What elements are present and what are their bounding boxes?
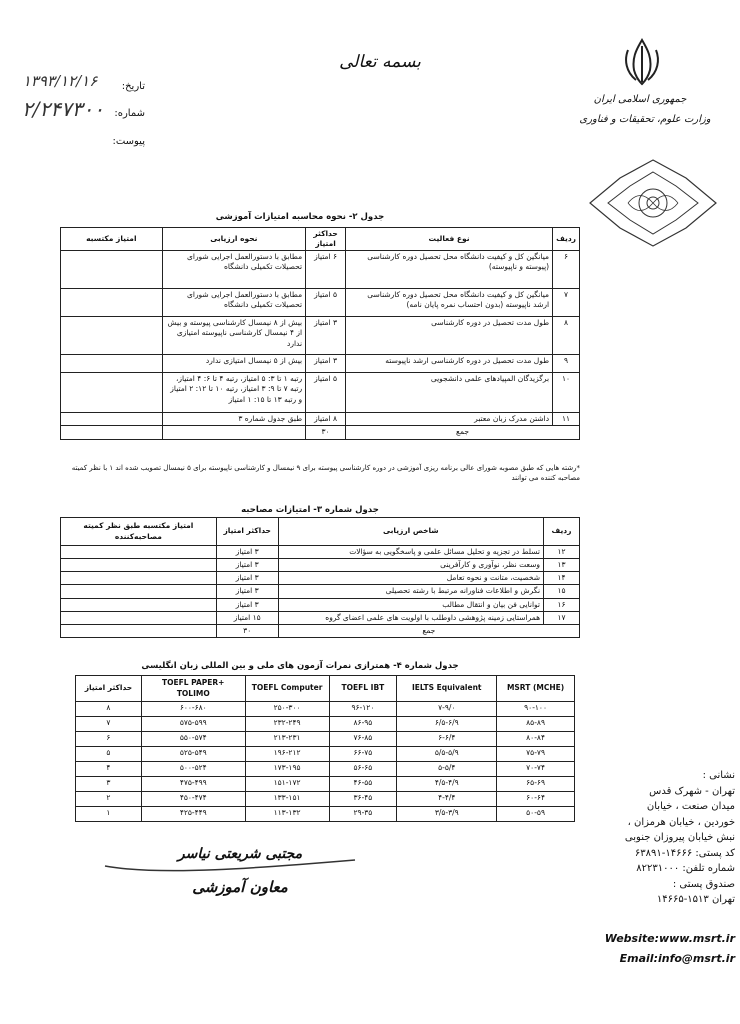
signature-title: معاون آموزشی: [192, 878, 288, 896]
org-line1: جمهوری اسلامی ایران: [593, 94, 687, 105]
table2-header-cell: نحوه ارزیابی: [162, 228, 305, 251]
table-row: [76, 762, 575, 777]
table2-footnote: *رشته هایی که طبق مصوبه شورای عالی برنامه ریزی آموزشی در دوره کارشناسی پیوسته برای ۹ نیمسال و کارشناسی ناپیوسته برای ۵ نیمسال تصویب شده اند ۱ با نظر کمیته مصاحبه کننده می توانند: [71, 464, 580, 482]
cell: ۸۵-۸۹: [497, 717, 575, 732]
table-row: [61, 559, 580, 572]
row-number: ۱۲: [544, 546, 580, 559]
table4-header-cell: TOEFL IBT: [329, 676, 397, 702]
signature-stroke-icon: [100, 848, 360, 878]
cell: ۷۰-۷۴: [497, 762, 575, 777]
criterion-cell: نگرش و اطلاعات فناورانه مرتبط با رشته تحصیلی: [278, 585, 543, 598]
cell: ۶/۵-۶/۹: [397, 717, 497, 732]
row-number: ۱۷: [544, 611, 580, 624]
cell: ۲۳۲-۲۴۹: [245, 717, 329, 732]
method-cell: مطابق با دستورالعمل اجرایی شورای تحصیلات تکمیلی دانشگاه: [162, 251, 305, 289]
criterion-cell: شخصیت، متانت و نحوه تعامل: [278, 572, 543, 585]
activity-cell: طول مدت تحصیل در دوره کارشناسی: [346, 317, 553, 355]
cell: ۸۶-۹۵: [329, 717, 397, 732]
table2: [60, 227, 580, 440]
table3-header-row: [61, 518, 580, 546]
earned-cell: [61, 373, 163, 413]
max-score-cell: ۳ امتیاز: [216, 546, 278, 559]
table-row: [76, 792, 575, 807]
address-label: نشانی :: [702, 770, 735, 781]
cell: ۲: [76, 792, 142, 807]
row-number: ۱۵: [544, 585, 580, 598]
earned-cell: [61, 585, 217, 598]
cell: ۵: [76, 747, 142, 762]
table-row: [61, 546, 580, 559]
cell: ۶۰-۶۴: [497, 792, 575, 807]
cell: ۷: [76, 717, 142, 732]
method-cell: بیش از ۵ نیمسال امتیازی ندارد: [162, 355, 305, 373]
phone: شماره تلفن: ۸۲۲۳۱۰۰۰: [636, 863, 735, 874]
table4: [75, 675, 575, 822]
earned-cell: [61, 251, 163, 289]
max-score-cell: ۳ امتیاز: [216, 572, 278, 585]
max-score-cell: ۳ امتیاز: [216, 559, 278, 572]
cell: ۳: [76, 777, 142, 792]
cell: ۶۵-۶۹: [497, 777, 575, 792]
table3-header-cell: ردیف: [544, 518, 580, 546]
row-number: ۱۰: [553, 373, 580, 413]
table2-header-cell: امتیاز مکتسبه: [61, 228, 163, 251]
table-row: [61, 413, 580, 426]
website-link[interactable]: Website:www.msrt.ir: [604, 932, 735, 945]
table3-header-cell: حداکثر امتیاز: [216, 518, 278, 546]
table-row: [76, 717, 575, 732]
cell: ۵۲۵-۵۴۹: [141, 747, 245, 762]
table3: [60, 517, 580, 638]
total-label: جمع: [346, 426, 580, 439]
postal-code: کد پستی: ۱۴۶۶۶-۶۳۸۹۱: [634, 847, 735, 859]
table-row: [61, 317, 580, 355]
table2-header-cell: نوع فعالیت: [346, 228, 553, 251]
row-number: ۹: [553, 355, 580, 373]
table4-header-row: [76, 676, 575, 702]
cell: ۸: [76, 702, 142, 717]
cell: ۴۷۵-۴۹۹: [141, 777, 245, 792]
empty-cell: [61, 624, 217, 637]
max-score-cell: ۳ امتیاز: [306, 317, 346, 355]
cell: ۱۱۳-۱۳۲: [245, 807, 329, 822]
max-score-cell: ۵ امتیاز: [306, 373, 346, 413]
cell: ۵-۵/۴: [397, 762, 497, 777]
activity-cell: طول مدت تحصیل در دوره کارشناسی ارشد ناپیوسته: [346, 355, 553, 373]
emblem-icon: [618, 36, 666, 88]
cell: ۹۰-۱۰۰: [497, 702, 575, 717]
table2-header-cell: ردیف: [553, 228, 580, 251]
table4-header-cell: MSRT (MCHE): [497, 676, 575, 702]
table2-title: جدول ۲- نحوه محاسبه امتیازات آموزشی: [215, 212, 385, 222]
address-line: خوردین ، خیابان هرمزان ،: [627, 816, 735, 828]
date-value: ۱۳۹۳/۱۲/۱۶: [22, 72, 98, 90]
table4-header-cell: IELTS Equivalent: [397, 676, 497, 702]
cell: ۴: [76, 762, 142, 777]
earned-cell: [61, 413, 163, 426]
total-value: ۳۰: [306, 426, 346, 439]
table-row: [61, 572, 580, 585]
cell: ۱۷۳-۱۹۵: [245, 762, 329, 777]
total-label: جمع: [278, 624, 579, 637]
table-row: [76, 732, 575, 747]
criterion-cell: وسعت نظر، نوآوری و کارآفرینی: [278, 559, 543, 572]
activity-cell: میانگین کل و کیفیت دانشگاه محل تحصیل دوره کارشناسی (پیوسته و ناپیوسته): [346, 251, 553, 289]
table-row: [76, 777, 575, 792]
table-row: [61, 598, 580, 611]
total-value: ۳۰: [216, 624, 278, 637]
table-row: [61, 289, 580, 317]
table4-header-cell: TOEFL Computer: [245, 676, 329, 702]
table4-title: جدول شماره ۴- همترازی نمرات آزمون های ملی و بین المللی زبان انگلیسی: [141, 661, 459, 671]
row-number: ۱۳: [544, 559, 580, 572]
max-score-cell: ۵ امتیاز: [306, 289, 346, 317]
bismillah: بسمه تعالی: [339, 52, 421, 72]
email-link[interactable]: Email:info@msrt.ir: [619, 952, 735, 965]
po-box-label: صندوق پستی :: [672, 878, 735, 890]
earned-cell: [61, 598, 217, 611]
row-number: ۸: [553, 317, 580, 355]
criterion-cell: تسلط در تجزیه و تحلیل مسائل علمی و پاسخگویی به سؤالات: [278, 546, 543, 559]
earned-cell: [61, 317, 163, 355]
table4-header-cell: TOEFL PAPER+ TOLIMO: [141, 676, 245, 702]
cell: ۳۶-۴۵: [329, 792, 397, 807]
cell: ۴۲۵-۴۴۹: [141, 807, 245, 822]
cell: ۹۶-۱۲۰: [329, 702, 397, 717]
po-box: تهران ۱۵۱۳-۱۴۶۶۵: [656, 894, 735, 905]
row-number: ۶: [553, 251, 580, 289]
row-number: ۱۶: [544, 598, 580, 611]
criterion-cell: همراستایی زمینه پژوهشی داوطلب با اولویت های علمی اعضای گروه: [278, 611, 543, 624]
table-row: [61, 611, 580, 624]
cell: ۱۹۶-۲۱۲: [245, 747, 329, 762]
cell: ۷-۹/۰: [397, 702, 497, 717]
cell: ۷۶-۸۵: [329, 732, 397, 747]
cell: ۴-۴/۴: [397, 792, 497, 807]
cell: ۲۵۰-۳۰۰: [245, 702, 329, 717]
earned-cell: [61, 289, 163, 317]
cell: ۵۶-۶۵: [329, 762, 397, 777]
cell: ۵/۵-۵/۹: [397, 747, 497, 762]
table-row: [61, 251, 580, 289]
cell: ۲۹-۳۵: [329, 807, 397, 822]
number-value: ۲/۲۴۷۳۰۰: [22, 97, 104, 121]
address-block: [590, 768, 735, 908]
criterion-cell: توانایی فن بیان و انتقال مطالب: [278, 598, 543, 611]
activity-cell: داشتن مدرک زبان معتبر: [346, 413, 553, 426]
earned-cell: [61, 355, 163, 373]
org-line2: وزارت علوم، تحقیقات و فناوری: [579, 114, 711, 125]
cell: ۷۵-۷۹: [497, 747, 575, 762]
row-number: ۱۱: [553, 413, 580, 426]
number-label: شماره:: [114, 108, 145, 119]
cell: ۱: [76, 807, 142, 822]
cell: ۸۰-۸۴: [497, 732, 575, 747]
earned-cell: [61, 559, 217, 572]
table2-header-cell: حداکثر امتیاز: [306, 228, 346, 251]
cell: ۵۰-۵۹: [497, 807, 575, 822]
max-score-cell: ۱۵ امتیاز: [216, 611, 278, 624]
cell: ۳/۵-۳/۹: [397, 807, 497, 822]
table-row: [61, 373, 580, 413]
cell: ۵۵۰-۵۷۴: [141, 732, 245, 747]
method-cell: طبق جدول شماره ۳: [162, 413, 305, 426]
activity-cell: میانگین کل و کیفیت دانشگاه محل تحصیل دوره کارشناسی ارشد ناپیوسته (بدون احتساب نمره پایان نامه): [346, 289, 553, 317]
table3-title: جدول شماره ۳- امتیازات مصاحبه: [241, 505, 379, 515]
ornament-icon: [588, 158, 718, 248]
cell: ۴۶-۵۵: [329, 777, 397, 792]
cell: ۵۰۰-۵۲۴: [141, 762, 245, 777]
earned-cell: [61, 546, 217, 559]
empty-cell: [162, 426, 305, 439]
table-row: [61, 585, 580, 598]
max-score-cell: ۸ امتیاز: [306, 413, 346, 426]
attachment-label: پیوست:: [112, 136, 145, 147]
max-score-cell: ۳ امتیاز: [306, 355, 346, 373]
address-line: تهران - شهرک قدس: [649, 785, 735, 797]
cell: ۴۵۰-۴۷۴: [141, 792, 245, 807]
table3-total-row: [61, 624, 580, 637]
table4-header-cell: حداکثر امتیاز: [76, 676, 142, 702]
table-row: [76, 702, 575, 717]
address-line: نبش خیابان پیروزان جنوبی: [624, 832, 735, 843]
cell: ۶: [76, 732, 142, 747]
method-cell: رتبه ۱ تا ۳: ۵ امتیاز، رتبه ۴ تا ۶: ۴ امتیاز، رتبه ۷ تا ۹: ۳ امتیاز، رتبه ۱۰ تا ۱۲: ۲ امتیاز و رتبه ۱۳ تا ۱۵: ۱ امتیاز: [162, 373, 305, 413]
date-label: تاریخ:: [121, 81, 145, 92]
signature-name: مجتبی شریعتی نیاسر: [177, 846, 303, 862]
row-number: ۱۴: [544, 572, 580, 585]
method-cell: بیش از ۸ نیمسال کارشناسی پیوسته و بیش از ۴ نیمسال کارشناسی ناپیوسته امتیازی ندارد: [162, 317, 305, 355]
table3-header-cell: امتیاز مکتسبه طبق نظر کمیته مصاحبه‌کننده: [61, 518, 217, 546]
table3-header-cell: شاخص ارزیابی: [278, 518, 543, 546]
table-row: [61, 355, 580, 373]
max-score-cell: ۳ امتیاز: [216, 598, 278, 611]
cell: ۶-۶/۴: [397, 732, 497, 747]
cell: ۱۳۳-۱۵۱: [245, 792, 329, 807]
cell: ۶۰۰-۶۸۰: [141, 702, 245, 717]
cell: ۲۱۳-۲۳۱: [245, 732, 329, 747]
table-row: [76, 747, 575, 762]
activity-cell: برگزیدگان المپیادهای علمی دانشجویی: [346, 373, 553, 413]
cell: ۱۵۱-۱۷۲: [245, 777, 329, 792]
earned-cell: [61, 611, 217, 624]
row-number: ۷: [553, 289, 580, 317]
address-line: میدان صنعت ، خیابان: [646, 801, 735, 812]
cell: ۴/۵-۴/۹: [397, 777, 497, 792]
max-score-cell: ۳ امتیاز: [216, 585, 278, 598]
earned-cell: [61, 572, 217, 585]
method-cell: مطابق با دستورالعمل اجرایی شورای تحصیلات تکمیلی دانشگاه: [162, 289, 305, 317]
table2-total-row: [61, 426, 580, 439]
max-score-cell: ۶ امتیاز: [306, 251, 346, 289]
table-row: [76, 807, 575, 822]
table2-header-row: [61, 228, 580, 251]
cell: ۶۶-۷۵: [329, 747, 397, 762]
cell: ۵۷۵-۵۹۹: [141, 717, 245, 732]
empty-cell: [61, 426, 163, 439]
